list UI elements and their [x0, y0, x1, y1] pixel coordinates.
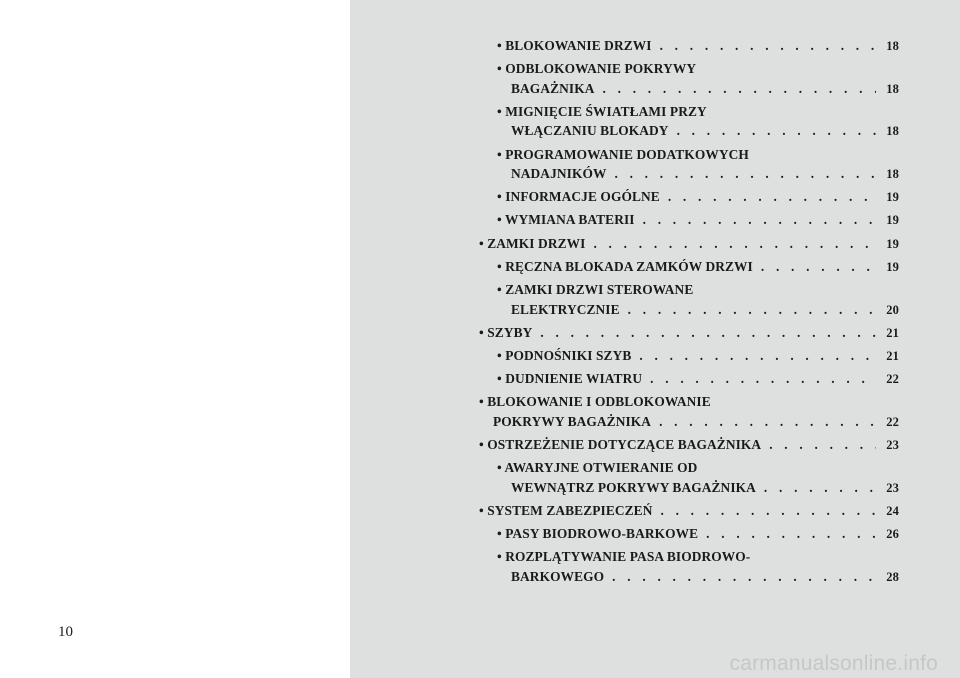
- toc-entry-title: • WYMIANA BATERII: [497, 212, 635, 228]
- toc-page-number: 19: [886, 190, 899, 205]
- dot-leader: [650, 369, 876, 389]
- dot-leader: [612, 567, 876, 587]
- toc-entry-line: [497, 79, 899, 100]
- dot-leader: [769, 435, 876, 455]
- toc-page-number: 22: [886, 414, 899, 429]
- toc-entry-line: [497, 280, 899, 300]
- dot-leader: [614, 164, 876, 184]
- toc-entry-title: • AWARYJNE OTWIERANIE OD: [497, 460, 698, 476]
- toc-page-number: 23: [886, 480, 899, 495]
- toc-entry-line: [479, 392, 899, 412]
- dot-leader: [628, 300, 876, 320]
- toc-page-number: 20: [886, 302, 899, 317]
- toc-page-number: 21: [886, 348, 899, 363]
- toc-entry-title: BAGAŻNIKA: [511, 80, 595, 96]
- toc-page-number: 18: [886, 39, 899, 53]
- toc-entry-line: [479, 435, 899, 456]
- toc-entry-line: [497, 36, 899, 57]
- toc-entry: [479, 369, 899, 390]
- toc-entry: [479, 234, 899, 255]
- toc-entry-title: ELEKTRYCZNIE: [511, 301, 620, 317]
- toc-entry-title: • BLOKOWANIE DRZWI: [497, 38, 652, 53]
- toc-entry-line: [479, 234, 899, 255]
- toc-entry: [479, 547, 899, 587]
- toc-entry-line: [479, 323, 899, 344]
- toc-entry-line: [497, 164, 899, 185]
- toc-entry-title: • PROGRAMOWANIE DODATKOWYCH: [497, 146, 749, 162]
- dot-leader: [761, 257, 876, 277]
- toc-entry-title: • ODBLOKOWANIE POKRYWY: [497, 61, 697, 77]
- dot-leader: [643, 210, 876, 230]
- toc-page-number: 28: [886, 569, 899, 584]
- left-page: [0, 0, 350, 678]
- toc-entry: [479, 257, 899, 278]
- toc-page-number: 26: [886, 527, 899, 541]
- toc-entry: [479, 145, 899, 185]
- toc-entry-line: [497, 121, 899, 142]
- dot-leader: [764, 478, 876, 498]
- toc-entry-title: • RĘCZNA BLOKADA ZAMKÓW DRZWI: [497, 258, 753, 274]
- toc-entry-title: • SZYBY: [479, 324, 533, 340]
- toc-entry: [479, 187, 899, 208]
- dot-leader: [593, 234, 876, 254]
- toc-entry: [479, 280, 899, 320]
- toc-entry-title: • MIGNIĘCIE ŚWIATŁAMI PRZY: [497, 103, 707, 119]
- toc-entry: [479, 524, 899, 545]
- dot-leader: [660, 501, 876, 521]
- toc-entry-line: [497, 59, 899, 79]
- toc-page-number: 19: [886, 213, 899, 228]
- toc-entry-title: • OSTRZEŻENIE DOTYCZĄCE BAGAŻNIKA: [479, 436, 762, 452]
- toc-entry-line: [497, 300, 899, 321]
- toc-entry-line: [497, 210, 899, 231]
- toc-entry-title: BARKOWEGO: [511, 568, 605, 584]
- toc-entry-line: [497, 187, 899, 208]
- toc-entry-title: NADAJNIKÓW: [511, 166, 607, 182]
- toc-entry: [479, 392, 899, 432]
- toc-entry-line: [497, 369, 899, 390]
- toc-entry-title: • BLOKOWANIE I ODBLOKOWANIE: [479, 394, 711, 410]
- toc-page-number: 18: [886, 167, 899, 182]
- dot-leader: [706, 524, 876, 544]
- toc-entry-title: • DUDNIENIE WIATRU: [497, 371, 643, 387]
- dot-leader: [677, 121, 876, 141]
- toc-page-number: 24: [886, 503, 899, 518]
- watermark: carmanualsonline.info: [729, 652, 938, 675]
- toc-entry: [479, 102, 899, 142]
- toc-entry: [479, 59, 899, 99]
- dot-leader: [603, 79, 877, 99]
- toc-page-number: 23: [886, 437, 899, 452]
- toc-entry-line: [497, 257, 899, 278]
- toc-entry-line: [497, 346, 899, 367]
- toc-entry-line: [497, 145, 899, 165]
- dot-leader: [540, 323, 876, 343]
- dot-leader: [660, 36, 876, 56]
- toc-entry-line: [497, 478, 899, 499]
- toc-entry-title: • PASY BIODROWO-BARKOWE: [497, 526, 699, 541]
- toc-page-number: 22: [886, 372, 899, 387]
- toc-entry-title: • INFORMACJE OGÓLNE: [497, 189, 660, 205]
- toc-entry-line: [497, 547, 899, 567]
- table-of-contents: [479, 36, 899, 590]
- toc-page-number: 21: [886, 325, 899, 340]
- toc-entry-title: • ZAMKI DRZWI STEROWANE: [497, 282, 694, 297]
- toc-entry-line: [497, 524, 899, 545]
- toc-entry-line: [497, 102, 899, 122]
- toc-entry: [479, 435, 899, 456]
- toc-entry-line: [497, 567, 899, 588]
- toc-page-number: 18: [886, 124, 899, 139]
- toc-entry-title: POKRYWY BAGAŻNIKA: [493, 413, 652, 429]
- toc-entry: [479, 501, 899, 522]
- toc-entry-title: • ZAMKI DRZWI: [479, 235, 586, 251]
- toc-entry-title: • PODNOŚNIKI SZYB: [497, 347, 632, 363]
- toc-entry: [479, 36, 899, 57]
- toc-entry: [479, 346, 899, 367]
- toc-entry-title: WŁĄCZANIU BLOKADY: [511, 123, 669, 139]
- toc-entry: [479, 323, 899, 344]
- toc-entry: [479, 210, 899, 231]
- toc-entry-title: • ROZPLĄTYWANIE PASA BIODROWO-: [497, 549, 751, 565]
- toc-page-number: 18: [886, 81, 899, 96]
- toc-entry-line: [479, 412, 899, 433]
- toc-entry: [479, 458, 899, 498]
- dot-leader: [659, 412, 876, 432]
- dot-leader: [639, 346, 876, 366]
- toc-entry-title: • SYSTEM ZABEZPIECZEŃ: [479, 502, 653, 518]
- dot-leader: [668, 187, 876, 207]
- toc-page-number: 19: [886, 236, 899, 251]
- toc-entry-line: [497, 458, 899, 478]
- toc-entry-line: [479, 501, 899, 522]
- page-number: 10: [58, 624, 73, 640]
- toc-page-number: 19: [886, 259, 899, 274]
- toc-entry-title: WEWNĄTRZ POKRYWY BAGAŻNIKA: [511, 479, 756, 495]
